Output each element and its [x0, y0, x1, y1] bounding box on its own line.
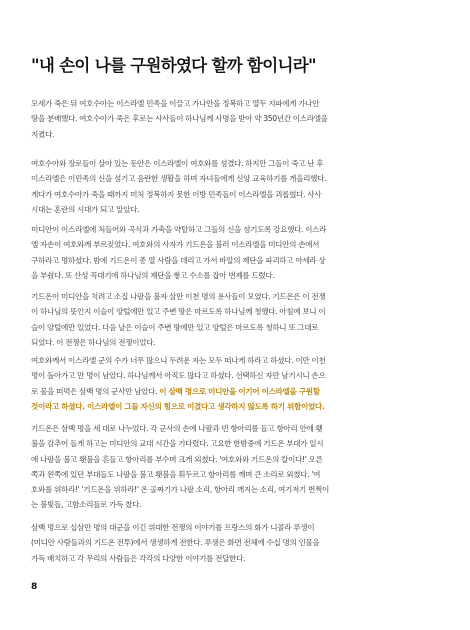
paragraph-7: [31, 520, 439, 566]
paragraph-3: [31, 222, 439, 283]
text-line: 게다가 여호수아가 죽을 때까지 미처 정복하지 못한 이방 민족들이 이스라엘을 괴롭혔다. 사사: [31, 189, 322, 199]
text-line: (미디안 사람들과의 기드온 전투)에서 생생하게 전한다. 푸생은 화면 전체에 수십 명의 인물을: [31, 538, 320, 548]
text-line: 호와를 위하라!' '기드온을 위하라!' 온 골짜기가 나팔 소리, 항아리 깨지는 소리, 여기저기 번쩍이: [31, 485, 329, 495]
text-line: 여호수아와 장로들이 살아 있는 동안은 이스라엘이 여호와를 섬겼다. 하지만 그들이 죽고 난 후: [31, 159, 324, 168]
text-line: 미디안이 이스라엘에 처들어와 곡식과 가축을 약탈하고 그들의 신을 섬기도록 강요했다. 이스라: [31, 225, 327, 234]
text-line: 엘 자손이 여호와께 부르짖었다. 여호와의 사자가 기드온을 불러 이스라엘을 미디안의 손에서: [31, 240, 320, 250]
text-line: 슬이 양털에만 있었다. 다음 날은 이슬이 주변 땅에만 있고 양털은 마르도록 청하니 또 그대로: [31, 322, 319, 332]
text-fragment: 로 물을 떠먹은 삼백 명의 군사만 남았다.: [31, 386, 158, 396]
text-line: 구하라고 명하셨다. 밤에 기드온이 종 열 사람을 데리고 가서 바알의 제단을 파괴하고 아세라 상: [31, 255, 326, 265]
page-number: 8: [31, 582, 38, 592]
text-line: 이스라엘은 이민족의 신을 섬기고 음란한 생활을 하며 자녀들에게 신앙 교육하기를 게을리했다.: [31, 174, 327, 184]
text-line: 을 부쉈다. 또 산성 꼭대기에 하나님의 제단을 쌓고 수소를 잡아 번제를 드렸다.: [31, 270, 275, 280]
text-line: 가득 배치하고 각 무리의 사람들은 각각의 다양한 이야기를 전달한다.: [31, 553, 246, 563]
text-line: 삼백 명으로 십삼만 명의 대군을 이긴 위대한 전쟁의 이야기를 프랑스의 화가 니콜라 푸생이: [31, 523, 315, 532]
paragraph-2: [31, 156, 439, 217]
paragraph-1: [31, 96, 439, 142]
text-line: 땅을 분배했다. 여호수아가 죽은 후로는 사사들이 하나님께 사명을 받아 약 350년간 이스라엘을: [31, 114, 328, 124]
text-line: 명이 돌아가고 만 명이 남았다. 하나님께서 아직도 많다고 하셨다. 선택하신 자만 남기시니 손으: [31, 371, 326, 381]
text-line: 여호와께서 이스라엘 군의 수가 너무 많으니 두려운 자는 모두 떠나게 하라고 하셨다. 이만 이천: [31, 356, 326, 365]
text-line: 기드온은 삼백 명을 세 대로 나누었다. 각 군사의 손에 나팔과 빈 항아리를 들고 항아리 안에 횃: [31, 424, 323, 433]
text-line: 모세가 죽은 뒤 여호수아는 이스라엘 민족을 이끌고 가나안을 정복하고 열두 지파에게 가나안: [31, 99, 320, 108]
text-line: 기드온이 미디안을 치려고 소집 나팔을 불자 삼만 이천 명의 용사들이 모였다. 기드온은 이 전쟁: [31, 292, 326, 301]
text-line: 는 불빛들, 고함소리들로 가득 찼다.: [31, 500, 142, 510]
paragraph-4: [31, 289, 439, 350]
text-line: 이 하나님의 뜻인지 이슬이 양털에만 있고 주변 땅은 마르도록 하나님께 청했다. 아침에 보니 이: [31, 307, 326, 317]
highlighted-text: 이 삼백 명으로 미디안을 이기어 이스라엘을 구원할: [159, 386, 320, 396]
text-line: 에 나팔을 불고 횃불을 흔들고 항아리를 부수며 크게 외쳤다. '여호와와 기드온의 칼이다!' 오른: [31, 454, 323, 464]
text-line: 시대는 혼란의 시대가 되고 말았다.: [31, 204, 140, 214]
highlighted-text: 것이라고 하셨다. 이스라엘이 그들 자신의 힘으로 이겼다고 생각하지 않도록 하기 위함이었다.: [31, 401, 325, 411]
paragraph-6: [31, 421, 439, 513]
text-line: 쪽과 왼쪽에 있던 부대들도 나팔을 불고 횃불을 휘두르고 항아리를 깨며 큰 소리로 외쳤다. '여: [31, 469, 321, 479]
page-title: "내 손이 나를 구원하였다 할까 함이니라": [31, 56, 316, 75]
text-line: 되었다. 이 전쟁은 하나님의 전쟁이었다.: [31, 337, 156, 347]
text-line: 지켰다.: [31, 129, 55, 139]
text-line: 불을 감추어 들게 하고는 미디안의 교대 시간을 기다렸다. 고요한 한밤중에 기드온 부대가 일시: [31, 439, 324, 449]
text-line: [31, 384, 439, 399]
paragraph-5: [31, 353, 439, 414]
